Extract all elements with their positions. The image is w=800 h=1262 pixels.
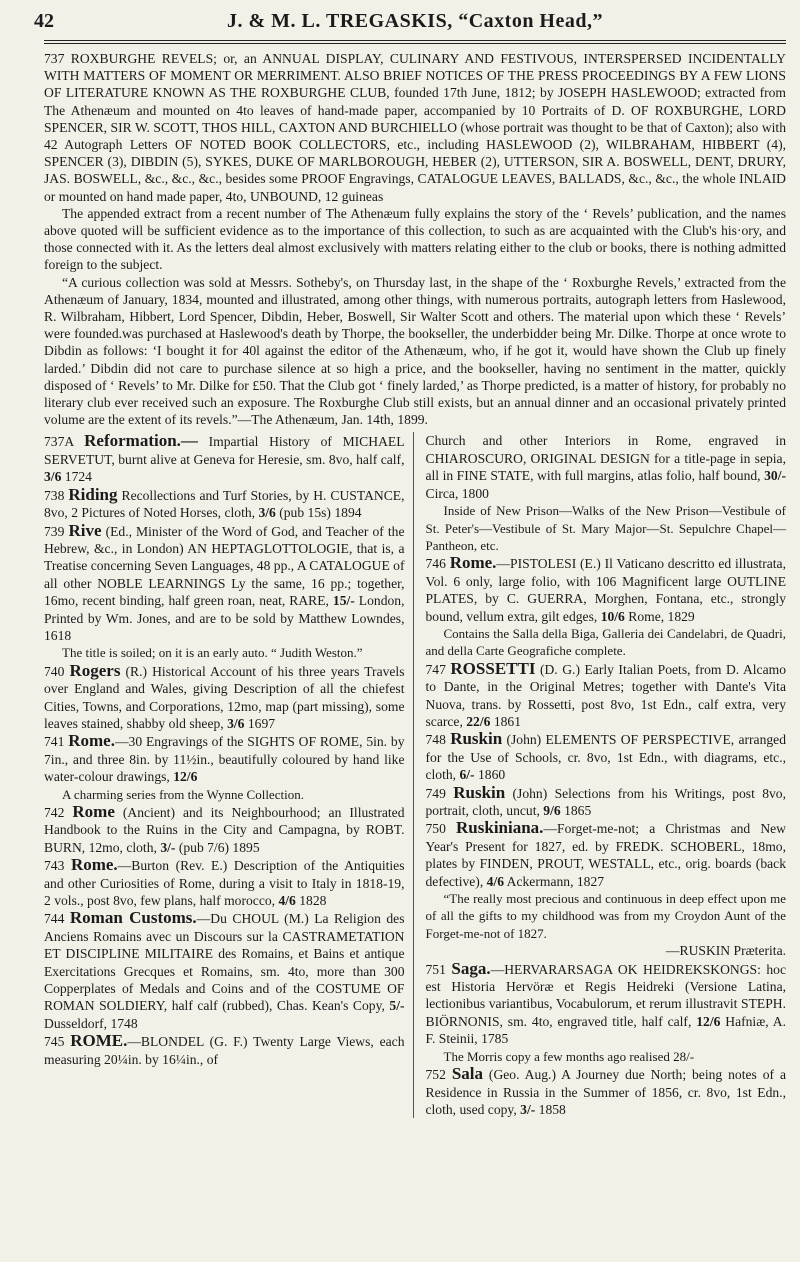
catalogue-entry [426,784,787,820]
entry-price: 3/- [520,1101,536,1117]
catalogue-entry [44,662,405,733]
catalogue-entry [426,1065,787,1118]
entry-price: 22/6 [466,713,491,729]
catalogue-entry [44,486,405,522]
entry-number: 746 [425,556,446,572]
entry-keyword: Rome [72,802,115,821]
entry-keyword: Ruskiniana. [456,818,544,838]
entry-text: (Ed., Minister of the Word of God, and Teacher of the Hebrew, &c., in London) AN HEPTAGLOTTOLOGIE, that is, a Treatise concerning Seven Languages, 48 pp., A CATALOGUE of all other NOBLE LEARNINGS Ly the same, 16 pp.; together, 16mo, recent binding, half green roan, neat, RARE, [44,523,405,609]
entry-keyword: Sala [451,1064,483,1084]
entry-number: 750 [425,821,446,837]
entry-keyword: Rome. [68,731,115,751]
entry-text: —Du CHOUL (M.) La Religion des Anciens Romains avec un Discours sur la CASTRAMETATION ET DISCIPLINE MILITAIRE des Romains, et Bains et antique Exercitations Grecques et Romains, sm. 4to, more than 300 Copperplates of Medals and Coins and of the COSTUME OF ROMAN SOLDIERY, half calf (rubbed), Chas. Kean's Copy, [44,911,405,1014]
entry-price: 9/6 [543,803,561,818]
catalogue-entry [44,803,405,856]
entry-price: 10/6 [600,608,625,624]
entry-imprint: 1828 [295,893,327,909]
entry-text: Impartial History of MICHAEL SERVETUT, burnt alive at Geneva for Heresie, sm. 8vo, half calf, [44,434,405,467]
entry-keyword: Saga. [451,958,491,978]
entry-imprint: Ackermann, 1827 [504,873,605,889]
quote-attribution: —RUSKIN Præterita. [665,943,786,959]
entry-note: “The really most precious and continuous in deep effect upon me of all the gifts to my childhood was from my Croydon Aunt of the Forget-me-not of 1827. [425,891,786,941]
entry-number: 748 [425,732,446,748]
entry-note: The Morris copy a few months ago realised 28/- [443,1048,695,1064]
catalogue-entry [44,522,405,645]
entry-text: —PISTOLESI (E.) Il Vaticano descritto ed illustrata, Vol. 6 only, large folio, with 106 Magnificent large OUTLINE PLATES, by C. GUERRA, Morghen, Fontana, etc., strongly bound, vellum extra, gilt edges, [425,556,786,624]
catalogue-entry [426,730,787,783]
entry-text: —BLONDEL (G. F.) Twenty Large Views, each measuring 20¼in. by 16¼in., of [44,1034,405,1067]
entry-text: —30 Engravings of the SIGHTS OF ROME, 5in. by 7in., and three 8in. by 11½in., beautifully coloured by hand like water-colour drawings, [44,734,405,785]
entry-text: Recollections and Turf Stories, by H. CUSTANCE, 8vo, 2 Pictures of Noted Horses, cloth, [44,487,405,521]
entry-imprint: Rome, 1829 [624,608,695,624]
entry-text: (Geo. Aug.) A Journey due North; being notes of a Residence in Russia in the Summer of 1856, cr. 8vo, 1st Edn., cloth, used copy, [425,1067,786,1117]
entry-imprint: London, Printed by Wm. Jones, and are to be sold by Matthew Lowndes, 1618 [44,593,405,643]
lead-paragraph-1: 737 ROXBURGHE REVELS; or, an ANNUAL DISPLAY, CULINARY AND FESTIVOUS, INTERSPERSED INCIDENTALLY WITH MATTERS OF MOMENT OR MERRIMENT. ALSO BRIEF NOTICES OF THE PRESS PROCEEDINGS BY A FEW LIONS OF LITERATURE KNOWN AS THE ROXBURGHE CLUB, founded 17th June, 1812; by JOSEPH HASLEWOOD; extracted from The Athenæum and mounted on 4to leaves of hand-made paper, accompanied by 10 Portraits of D. OF ROXBURGHE, LORD SPENCER, SIR W. SCOTT, THOS HILL, CAXTON AND BURCHIELLO (whose portrait was thought to be that of Caxton); also with 42 Autograph Letters OF NOTED BOOK COLLECTORS, etc., including HASLEWOOD (2), WILBRAHAM, HIBBERT (4), SPENCER (3), DIBDIN (5), SYKES, DUKE OF MARLBOROUGH, HEBER (2), UTTERSON, SIR A. BOSWELL, DENT, DRURY, JAS. BOSWELL, &c., &c., &c., besides some PROOF Engravings, CATALOGUE LEAVES, BALLADS, &c., &c., the whole INLAID or mounted on hand made paper, 4to, UNBOUND, 12 guineas [44,51,786,204]
entry-price: 5/- [389,998,405,1014]
page-header [34,6,786,41]
entry-price: 3/6 [44,469,62,485]
entry-number: 743 [44,858,65,874]
left-column [44,432,414,1118]
entry-imprint: 1858 [535,1101,566,1117]
two-column-listing [44,432,786,1118]
entry-imprint: 1697 [244,715,276,731]
catalogue-entry [44,432,405,485]
entry-text: —HERVARARSAGA OK HEIDREKSKONGS: hoc est Historia Hervöræ et Regis Heidreki (Versione Latina, lectionibus variantibus, Vocabulorum, et rerum illustravit STEPH. BIÖRNONIS, sm. 4to, engraved title, half calf, [425,961,786,1029]
entry-note: Contains the Salla della Biga, Galleria dei Candelabri, de Quadri, and della Carte Geografiche complete. [425,625,786,659]
lead-paragraph-2: The appended extract from a recent number of The Athenæum fully explains the story of the ‘ Revels’ publication, and the names above quoted will be sufficient evidence as to the importance of this collection, to such as are acquainted with the Club's his·ory, and those connected with it. As the letters deal almost exclusively with matters relating either to the club or books, there is nothing admitted foreign to the subject. [44,205,786,273]
entry-keyword: Rive [68,520,102,540]
entry-price: 3/6 [227,715,245,731]
entry-note: A charming series from the Wynne Collection. [62,786,304,802]
entry-text: —Burton (Rev. E.) Description of the Antiquities and other Curiosities of Rome, during a visit to Italy in 1818-19, 2 vols., post 8vo, few plans, half morocco, [44,858,405,909]
entry-price: 30/- [764,468,786,484]
entry-imprint: Dusseldorf, 1748 [44,1015,138,1031]
entry-note: The title is soiled; on it is an early auto. “ Judith Weston.” [62,645,363,661]
entry-price: 4/6 [486,873,505,889]
entry-imprint: (pub 15s) 1894 [275,505,362,521]
entry-keyword: Ruskin [450,729,503,749]
running-head: J. & M. L. TREGASKIS, “Caxton Head,” [226,10,603,32]
entry-number: 752 [425,1067,446,1083]
entry-number: 742 [44,805,65,820]
entry-keyword: Rome. [70,855,118,875]
entry-keyword: Rogers [69,660,121,680]
entry-text: Church and other Interiors in Rome, engraved in CHIAROSCURO, ORIGINAL DESIGN for a title-page in sepia, all in FINE STATE, with full margins, atlas folio, half bound, [425,433,786,484]
entry-keyword: Rome. [449,553,497,573]
entry-number: 749 [425,785,446,801]
entry-keyword: ROSSETTI [450,658,536,678]
entry-number: 740 [44,663,65,679]
catalogue-entry [44,856,405,909]
catalogue-entry [426,554,787,625]
entry-number: 737A [44,434,74,450]
page-number: 42 [34,10,54,32]
entry-price: 12/6 [696,1013,721,1029]
entry-imprint: Hafniæ, A. F. Steinii, 1785 [425,1013,786,1047]
entry-number: 741 [44,734,65,750]
entry-imprint: 1861 [490,713,522,729]
entry-keyword: Ruskin [453,782,506,802]
entry-imprint: 1724 [61,469,92,485]
entry-text: (Ancient) and its Neighbourhood; an Illustrated Handbook to the Ruins in the City and Campagna, by ROBT. BURN, 12mo, cloth, [44,805,405,855]
entry-number: 751 [425,961,446,977]
entry-keyword: Reformation.— [84,431,198,451]
lead-paragraph-3: “A curious collection was sold at Messrs. Sotheby's, on Thursday last, in the shape of the ‘ Roxburghe Revels,’ extracted from the Athenæum of January, 1834, mounted and illustrated, among other things, with numerous portraits, autograph letters from Haslewood, R. Wilbraham, Hibbert, Lord Spencer, Dibdin, Heber, Boswell, Sir Walter Scott and others. The material upon which these ‘ Revels’ were founded.was purchased at Haslewood's death by Thorpe, the bookseller, the underbidder being Mr. Dilke. Thorpe at once wrote to Dibdin as follows: ‘I bought it for 40l against the editor of the Athenæum, who, if he got it, would have shown the Club up finely larded.’ Dibdin did not care to purchase silence at so high a price, and the bookseller, having no sentiment in the matter, quickly disposed of ‘ Revels’ to Mr. Dilke for £50. That the Club got ‘ finely larded,’ as Thorpe predicted, is a matter of history, for probably no literary club ever received such an exposure. The Roxburghe Club still exists, but an annual dinner and an occasional privately printed volume are the extent of its revels.”—The Athenæum, Jan. 14th, 1899. [44,274,786,428]
entry-text: (R.) Historical Account of his three years Travels over England and Wales, giving Description of all the chiefest Cities, Towns, and Corporations, 12mo, map (part missing), some leaves stained, shabby old sheep, [44,663,405,731]
entry-note: Inside of New Prison—Walks of the New Prison—Vestibule of St. Peter's—Vestibule of St. Mary Major—St. Sepulchre Chapel—Pantheon, etc. [425,503,786,553]
entry-price: 3/- [160,839,176,855]
entry-text: —Forget-me-not; a Christmas and New Year's Present for 1827, ed. by FREDK. SCHOBERL, 18mo, plates by FINDEN, PROUT, WESTALL, etc., orig. boards (back defective), [425,821,787,889]
catalogue-page [34,6,787,1256]
entry-imprint: 1860 [474,767,506,783]
entry-keyword: ROME. [70,1031,128,1051]
catalogue-entry [426,432,787,502]
right-column [426,432,787,1118]
entry-imprint: (pub 7/6) 1895 [175,839,260,855]
catalogue-entry [44,1032,405,1068]
entry-text: (John) Selections from his Writings, post 8vo, portrait, cloth, uncut, [425,785,786,818]
catalogue-entry [426,660,787,731]
entry-number: 745 [44,1034,65,1050]
entry-price: 4/6 [278,893,296,909]
entry-number: 739 [44,523,65,539]
entry-price: 12/6 [173,769,198,785]
entry-imprint: Circa, 1800 [425,485,489,501]
entry-text: (John) ELEMENTS OF PERSPECTIVE, arranged for the Use of Schools, cr. 8vo, 1st Edn., with diagrams, etc., cloth, [425,732,787,783]
entry-keyword: Riding [68,484,118,504]
catalogue-entry [44,909,405,1032]
entry-text: (D. G.) Early Italian Poets, from D. Alcamo to Dante, in the Original Metres; together with Dante's Vita Nuova, trans. by Rossetti, post 8vo, 1st Edn., calf extra, very scarce, [425,661,786,729]
catalogue-entry [426,960,787,1048]
entry-number: 744 [44,911,65,927]
entry-imprint: 1865 [560,803,592,818]
catalogue-entry [426,819,787,890]
entry-price: 15/- [332,593,355,609]
entry-number: 747 [425,661,446,677]
entry-number: 738 [44,487,65,503]
lead-entry-737 [44,50,786,428]
catalogue-entry [44,732,405,785]
entry-price: 3/6 [258,505,276,521]
entry-keyword: Roman Customs. [69,908,197,928]
header-rule [44,43,786,44]
entry-price: 6/- [459,767,475,783]
